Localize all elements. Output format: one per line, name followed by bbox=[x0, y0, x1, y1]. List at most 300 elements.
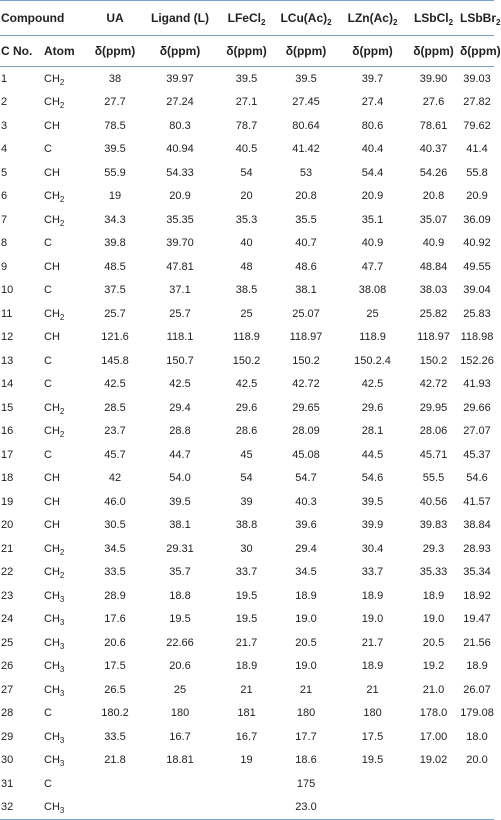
cell-lsbcl2: 18.9 bbox=[422, 589, 445, 602]
cell-ligand: 80.3 bbox=[169, 119, 191, 132]
cell-lcuac2: 40.3 bbox=[295, 495, 317, 508]
cell-lsbbr2: 19.47 bbox=[463, 613, 491, 626]
table-row bbox=[0, 561, 494, 585]
cell-ligand: 118.1 bbox=[166, 331, 194, 344]
header-row-compounds bbox=[0, 1, 494, 36]
atom-base: CH bbox=[44, 542, 60, 555]
cell-c-number: 5 bbox=[1, 166, 8, 179]
atom-subscript: 3 bbox=[59, 641, 65, 651]
cell-c-number: 28 bbox=[1, 707, 14, 720]
cell-ligand: 27.24 bbox=[166, 96, 194, 109]
cell-atom bbox=[37, 67, 89, 91]
cell-lsbcl2: 17.00 bbox=[419, 730, 448, 743]
cell-lznac2: 30.4 bbox=[361, 542, 384, 555]
cell-lfecl2: 39.5 bbox=[235, 72, 258, 85]
header-ppm-lznac2: δ(ppm) bbox=[338, 36, 407, 67]
table-row bbox=[0, 608, 494, 632]
table-row bbox=[0, 678, 494, 702]
cell-ligand: 22.66 bbox=[166, 636, 194, 649]
atom-base: CH bbox=[44, 636, 60, 649]
cell-lsbcl2: 19.02 bbox=[419, 754, 448, 767]
cell-lznac2: 19.0 bbox=[361, 613, 384, 626]
table-row bbox=[0, 208, 494, 232]
table-row bbox=[0, 537, 494, 561]
cell-lcuac2: 21 bbox=[299, 683, 313, 696]
cell-lsbbr2: 41.57 bbox=[463, 495, 491, 508]
cell-c-number: 10 bbox=[1, 284, 14, 297]
cell-lsbbr2: 55.8 bbox=[466, 166, 488, 179]
cell-ligand: 47.81 bbox=[166, 260, 194, 273]
atom-base: CH bbox=[44, 307, 60, 320]
cell-atom bbox=[37, 138, 89, 162]
cell-atom bbox=[37, 161, 89, 185]
table-row bbox=[0, 749, 494, 773]
cell-lcuac2: 180 bbox=[296, 707, 316, 720]
cell-lcuac2: 29.4 bbox=[295, 542, 317, 555]
header-cno: C No. bbox=[0, 36, 37, 67]
cell-lcuac2: 54.7 bbox=[295, 472, 317, 485]
header-lcuac2-base: LCu(Ac) bbox=[280, 11, 328, 25]
cell-atom bbox=[37, 420, 89, 444]
cell-lcuac2: 42.72 bbox=[292, 378, 320, 391]
atom-subscript: 3 bbox=[59, 759, 65, 769]
cell-lsbcl2: 118.97 bbox=[417, 331, 450, 344]
cell-lznac2: 54.4 bbox=[361, 166, 384, 179]
cell-lznac2: 29.6 bbox=[361, 401, 384, 414]
cell-atom bbox=[37, 443, 89, 467]
cell-lznac2: 18.9 bbox=[361, 589, 384, 602]
cell-lsbcl2: 40.37 bbox=[419, 143, 448, 156]
table-row bbox=[0, 255, 494, 279]
cell-ua: 33.5 bbox=[104, 730, 126, 743]
cell-lsbcl2: 39.90 bbox=[419, 72, 448, 85]
cell-ua: 26.5 bbox=[104, 683, 126, 696]
table-row bbox=[0, 373, 494, 397]
cell-lsbbr2: 41.4 bbox=[466, 143, 488, 156]
cell-lcuac2: 19.0 bbox=[295, 613, 317, 626]
cell-ua: 180.2 bbox=[101, 707, 129, 720]
cell-lznac2: 118.9 bbox=[359, 331, 386, 344]
atom-base: CH bbox=[44, 589, 60, 602]
cell-ua: 21.8 bbox=[104, 754, 126, 767]
table-row bbox=[0, 232, 494, 256]
cell-lznac2: 17.5 bbox=[361, 730, 384, 743]
cell-lsbbr2: 39.04 bbox=[463, 284, 491, 297]
cell-ligand: 18.8 bbox=[169, 589, 191, 602]
table-body bbox=[0, 67, 494, 820]
cell-c-number: 18 bbox=[1, 472, 14, 485]
cell-lznac2: 28.1 bbox=[361, 425, 384, 438]
cell-ligand: 37.1 bbox=[169, 284, 191, 297]
cell-ua: 33.5 bbox=[104, 566, 126, 579]
cell-lznac2: 20.9 bbox=[361, 190, 384, 203]
cell-ligand: 54.0 bbox=[169, 472, 191, 485]
cell-ua: 45.7 bbox=[104, 448, 126, 461]
cell-lcuac2: 38.1 bbox=[295, 284, 317, 297]
cell-lsbbr2: 118.98 bbox=[460, 331, 494, 344]
cell-lsbbr2: 20.9 bbox=[466, 190, 488, 203]
table-row bbox=[0, 443, 494, 467]
header-ppm-ligand: δ(ppm) bbox=[141, 36, 219, 67]
cell-atom bbox=[37, 514, 89, 538]
atom-subscript: 2 bbox=[59, 571, 65, 581]
table-row bbox=[0, 91, 494, 115]
atom-subscript: 3 bbox=[59, 618, 65, 628]
header-lznac2-sub: 2 bbox=[392, 18, 398, 27]
cell-lfecl2: 42.5 bbox=[235, 378, 258, 391]
atom-base: CH bbox=[44, 566, 60, 579]
cell-lznac2: 44.5 bbox=[361, 448, 384, 461]
cell-lsbcl2: 28.06 bbox=[419, 425, 448, 438]
cell-c-number: 7 bbox=[1, 213, 8, 226]
cell-ua: 34.3 bbox=[104, 213, 126, 226]
atom-base: CH bbox=[44, 754, 60, 767]
table-row bbox=[0, 114, 494, 138]
cell-lfecl2: 21 bbox=[240, 683, 253, 696]
cell-lsbbr2: 29.66 bbox=[463, 401, 491, 414]
cell-ua: 28.9 bbox=[104, 589, 126, 602]
cell-lznac2: 19.5 bbox=[361, 754, 384, 767]
cell-ligand: 16.7 bbox=[169, 730, 191, 743]
cell-lcuac2: 175 bbox=[296, 777, 316, 790]
cell-c-number: 12 bbox=[1, 331, 14, 344]
cell-c-number: 1 bbox=[1, 72, 8, 85]
cell-lcuac2: 25.07 bbox=[292, 307, 320, 320]
cell-ligand: 42.5 bbox=[169, 378, 191, 391]
cell-lsbbr2 bbox=[460, 772, 494, 796]
cell-atom bbox=[37, 114, 89, 138]
cell-atom bbox=[37, 91, 89, 115]
cell-lfecl2: 33.7 bbox=[235, 566, 258, 579]
cell-lznac2: 40.9 bbox=[361, 237, 384, 250]
cell-lfecl2: 181 bbox=[237, 707, 256, 720]
cell-ligand bbox=[141, 772, 219, 796]
cell-lsbbr2: 49.55 bbox=[463, 260, 491, 273]
table-row bbox=[0, 326, 494, 350]
cell-lfecl2: 19.5 bbox=[235, 589, 258, 602]
cell-c-number: 8 bbox=[1, 237, 8, 250]
cell-lsbcl2: 39.83 bbox=[419, 519, 448, 532]
atom-base: CH bbox=[44, 119, 60, 132]
cell-ua: 34.5 bbox=[104, 542, 126, 555]
cell-ua bbox=[89, 772, 141, 796]
cell-lznac2: 180 bbox=[363, 707, 382, 720]
header-lcuac2-sub: 2 bbox=[327, 18, 332, 27]
cell-lfecl2 bbox=[219, 796, 274, 820]
cell-lcuac2: 118.97 bbox=[289, 331, 323, 344]
cell-atom bbox=[37, 702, 89, 726]
table-row bbox=[0, 349, 494, 373]
cell-lcuac2: 29.65 bbox=[292, 401, 320, 414]
header-lfecl2-base: LFeCl bbox=[227, 11, 261, 25]
cell-atom bbox=[37, 467, 89, 491]
atom-base: C bbox=[44, 354, 52, 367]
header-ppm-ua: δ(ppm) bbox=[89, 36, 141, 67]
table-row bbox=[0, 161, 494, 185]
cell-lcuac2: 34.5 bbox=[295, 566, 317, 579]
table-row bbox=[0, 631, 494, 655]
header-ppm-lsbcl2: δ(ppm) bbox=[407, 36, 460, 67]
cell-ligand: 35.35 bbox=[166, 213, 194, 226]
cell-lfecl2: 40 bbox=[240, 237, 253, 250]
cell-lfecl2: 19.5 bbox=[235, 613, 258, 626]
cell-lfecl2: 40.5 bbox=[235, 143, 258, 156]
header-ppm-lfecl2: δ(ppm) bbox=[219, 36, 274, 67]
cell-c-number: 4 bbox=[1, 143, 8, 156]
atom-base: CH bbox=[44, 801, 60, 814]
cell-lznac2 bbox=[338, 772, 407, 796]
cell-lznac2: 21 bbox=[366, 683, 379, 696]
atom-base: CH bbox=[44, 190, 60, 203]
cell-lfecl2: 38.5 bbox=[235, 284, 258, 297]
cell-lcuac2: 40.7 bbox=[295, 237, 317, 250]
cell-lsbbr2: 35.34 bbox=[463, 566, 491, 579]
cell-c-number: 27 bbox=[1, 683, 14, 696]
cell-atom bbox=[37, 561, 89, 585]
cell-lsbcl2: 20.8 bbox=[422, 190, 445, 203]
table-row bbox=[0, 725, 494, 749]
table-row bbox=[0, 655, 494, 679]
header-lsbcl2-sub: 2 bbox=[448, 18, 454, 27]
cell-lsbcl2: 40.9 bbox=[422, 237, 445, 250]
header-lsbcl2-base: LSbCl bbox=[413, 11, 449, 25]
cell-ligand: 20.6 bbox=[169, 660, 191, 673]
cell-lcuac2: 18.6 bbox=[295, 754, 317, 767]
cell-lfecl2: 27.1 bbox=[235, 96, 258, 109]
atom-base: CH bbox=[44, 260, 60, 273]
cell-lznac2: 54.6 bbox=[361, 472, 384, 485]
atom-subscript: 2 bbox=[59, 312, 65, 322]
cell-lsbbr2: 39.03 bbox=[463, 72, 491, 85]
cell-c-number: 20 bbox=[1, 519, 14, 532]
atom-subscript: 3 bbox=[59, 688, 65, 698]
cell-lcuac2: 19.0 bbox=[295, 660, 317, 673]
cell-lsbbr2: 18.0 bbox=[466, 730, 488, 743]
atom-base: CH bbox=[44, 683, 60, 696]
cell-atom bbox=[37, 302, 89, 326]
cell-lznac2: 42.5 bbox=[361, 378, 384, 391]
cell-ua: 25.7 bbox=[104, 307, 126, 320]
cell-lcuac2: 27.45 bbox=[292, 96, 320, 109]
table-row bbox=[0, 67, 494, 91]
cell-ligand: 44.7 bbox=[169, 448, 191, 461]
header-ua: UA bbox=[89, 1, 141, 36]
cell-lcuac2: 41.42 bbox=[292, 143, 320, 156]
cell-ligand: 54.33 bbox=[166, 166, 194, 179]
header-lsbbr2 bbox=[460, 1, 501, 36]
cell-atom bbox=[37, 725, 89, 749]
cell-lznac2: 27.4 bbox=[361, 96, 384, 109]
atom-base: CH bbox=[44, 730, 60, 743]
cell-lsbcl2: 54.26 bbox=[419, 166, 448, 179]
atom-base: C bbox=[44, 448, 52, 461]
cell-lsbcl2: 150.2 bbox=[419, 354, 448, 367]
cell-atom bbox=[37, 185, 89, 209]
cell-c-number: 19 bbox=[1, 495, 14, 508]
cell-lsbcl2: 20.5 bbox=[422, 636, 445, 649]
cell-lfecl2: 45 bbox=[240, 448, 253, 461]
atom-base: CH bbox=[44, 72, 60, 85]
cell-c-number: 6 bbox=[1, 190, 8, 203]
header-lsbcl2 bbox=[407, 1, 460, 36]
atom-subscript: 3 bbox=[59, 735, 65, 745]
cell-lsbbr2 bbox=[460, 796, 494, 820]
cell-ligand: 29.31 bbox=[166, 542, 194, 555]
cell-lsbbr2: 27.07 bbox=[463, 425, 491, 438]
cell-c-number: 13 bbox=[1, 354, 14, 367]
cell-lcuac2: 39.6 bbox=[295, 519, 317, 532]
table-row bbox=[0, 514, 494, 538]
cell-lznac2: 38.08 bbox=[358, 284, 387, 297]
cell-lsbbr2: 79.62 bbox=[463, 119, 491, 132]
cell-lcuac2: 20.5 bbox=[295, 636, 317, 649]
cell-atom bbox=[37, 232, 89, 256]
atom-subscript: 2 bbox=[59, 218, 65, 228]
cell-lfecl2: 35.3 bbox=[235, 213, 258, 226]
cell-lsbcl2 bbox=[407, 796, 460, 820]
cell-lsbcl2: 40.56 bbox=[419, 495, 448, 508]
cell-ua: 145.8 bbox=[101, 354, 129, 367]
cell-c-number: 32 bbox=[0, 796, 37, 820]
cell-lsbcl2: 27.6 bbox=[422, 96, 445, 109]
cell-lfecl2: 30 bbox=[240, 542, 253, 555]
table-row bbox=[0, 796, 494, 820]
cell-ua: 37.5 bbox=[104, 284, 126, 297]
cell-lznac2: 40.4 bbox=[361, 143, 384, 156]
cell-c-number: 3 bbox=[1, 119, 8, 132]
table-row bbox=[0, 396, 494, 420]
cell-lfecl2: 16.7 bbox=[235, 730, 258, 743]
cell-ua: 42 bbox=[108, 472, 122, 485]
cell-ligand: 19.5 bbox=[169, 613, 191, 626]
cell-lsbbr2: 38.84 bbox=[463, 519, 491, 532]
cell-lfecl2: 20 bbox=[240, 190, 253, 203]
atom-base: CH bbox=[44, 519, 60, 532]
cell-lznac2: 35.1 bbox=[361, 213, 384, 226]
cell-ua bbox=[89, 796, 141, 820]
cell-lfecl2: 28.6 bbox=[235, 425, 258, 438]
cell-c-number: 14 bbox=[1, 378, 14, 391]
cell-ua: 39.8 bbox=[104, 237, 126, 250]
cell-atom bbox=[37, 749, 89, 773]
cell-lznac2: 47.7 bbox=[361, 260, 384, 273]
cell-ua: 48.5 bbox=[104, 260, 126, 273]
atom-base: CH bbox=[44, 96, 60, 109]
cell-lsbcl2: 38.03 bbox=[419, 284, 448, 297]
atom-base: C bbox=[44, 143, 52, 156]
cell-ua: 78.5 bbox=[104, 119, 126, 132]
cell-lsbcl2: 42.72 bbox=[419, 378, 448, 391]
cell-lfecl2: 48 bbox=[240, 260, 253, 273]
atom-base: CH bbox=[44, 331, 60, 344]
cell-ua: 39.5 bbox=[104, 143, 126, 156]
cell-lsbcl2: 55.5 bbox=[422, 472, 445, 485]
cell-ligand: 39.70 bbox=[166, 237, 194, 250]
cell-lsbbr2: 28.93 bbox=[463, 542, 491, 555]
cell-lsbbr2: 26.07 bbox=[463, 683, 491, 696]
table-row bbox=[0, 702, 494, 726]
cell-c-number: 30 bbox=[1, 754, 14, 767]
cell-c-number: 22 bbox=[1, 566, 14, 579]
cell-lsbcl2: 35.33 bbox=[419, 566, 448, 579]
cell-atom bbox=[37, 796, 89, 820]
header-lfecl2 bbox=[219, 1, 274, 36]
table-row bbox=[0, 279, 494, 303]
header-lfecl2-sub: 2 bbox=[260, 18, 266, 27]
atom-base: CH bbox=[44, 401, 60, 414]
cell-lfecl2: 54 bbox=[240, 166, 253, 179]
cell-lcuac2: 35.5 bbox=[295, 213, 317, 226]
cell-ligand: 25 bbox=[173, 683, 187, 696]
cell-lsbbr2: 45.37 bbox=[463, 448, 491, 461]
cell-lsbcl2: 45.71 bbox=[419, 448, 448, 461]
atom-base: CH bbox=[44, 495, 60, 508]
atom-base: CH bbox=[44, 660, 60, 673]
cell-ua: 30.5 bbox=[104, 519, 126, 532]
cell-lsbbr2: 18.92 bbox=[463, 589, 491, 602]
cell-lcuac2: 23.0 bbox=[274, 796, 338, 820]
cell-ligand: 38.1 bbox=[169, 519, 191, 532]
cell-c-number: 26 bbox=[1, 660, 14, 673]
cell-lfecl2: 21.7 bbox=[235, 636, 258, 649]
cell-ligand: 35.7 bbox=[169, 566, 191, 579]
atom-subscript: 3 bbox=[59, 806, 65, 816]
header-lsbbr2-sub: 2 bbox=[496, 18, 501, 27]
cell-atom bbox=[37, 772, 89, 796]
cell-ua: 23.7 bbox=[104, 425, 126, 438]
cell-lznac2: 21.7 bbox=[361, 636, 384, 649]
cell-lfecl2: 54 bbox=[240, 472, 253, 485]
cell-lsbbr2: 40.92 bbox=[463, 237, 491, 250]
cell-lsbcl2: 25.82 bbox=[419, 307, 448, 320]
atom-base: CH bbox=[44, 166, 60, 179]
table-row bbox=[0, 584, 494, 608]
cell-lznac2: 80.6 bbox=[361, 119, 384, 132]
cell-c-number: 17 bbox=[1, 448, 14, 461]
atom-base: C bbox=[44, 707, 52, 720]
cell-lfecl2: 118.9 bbox=[233, 331, 260, 344]
cell-lcuac2: 48.6 bbox=[295, 260, 317, 273]
cell-lcuac2: 150.2 bbox=[292, 354, 320, 367]
cell-lsbcl2: 78.61 bbox=[419, 119, 448, 132]
cell-c-number: 24 bbox=[1, 613, 14, 626]
cell-lsbbr2: 21.56 bbox=[463, 636, 491, 649]
atom-subscript: 2 bbox=[59, 101, 65, 111]
cell-lfecl2: 29.6 bbox=[235, 401, 258, 414]
cell-atom bbox=[37, 396, 89, 420]
cell-ligand: 18.81 bbox=[166, 754, 194, 767]
cell-ligand: 28.8 bbox=[169, 425, 191, 438]
header-row-units bbox=[0, 36, 494, 67]
cell-lsbcl2: 21.0 bbox=[422, 683, 445, 696]
cell-lsbbr2: 179.08 bbox=[460, 707, 494, 720]
cell-atom bbox=[37, 373, 89, 397]
header-ligand: Ligand (L) bbox=[141, 1, 219, 36]
cell-c-number: 15 bbox=[1, 401, 14, 414]
header-lznac2 bbox=[338, 1, 407, 36]
atom-base: CH bbox=[44, 213, 60, 226]
cell-ua: 38 bbox=[108, 72, 122, 85]
cell-lsbbr2: 27.82 bbox=[463, 96, 491, 109]
cell-lfecl2: 38.8 bbox=[235, 519, 258, 532]
cell-lfecl2: 39 bbox=[240, 495, 253, 508]
cell-c-number: 9 bbox=[1, 260, 8, 273]
cell-lznac2: 25 bbox=[366, 307, 379, 320]
cell-ua: 27.7 bbox=[104, 96, 126, 109]
cell-atom bbox=[37, 608, 89, 632]
cell-lsbbr2: 20.0 bbox=[466, 754, 488, 767]
cell-lfecl2 bbox=[219, 772, 274, 796]
